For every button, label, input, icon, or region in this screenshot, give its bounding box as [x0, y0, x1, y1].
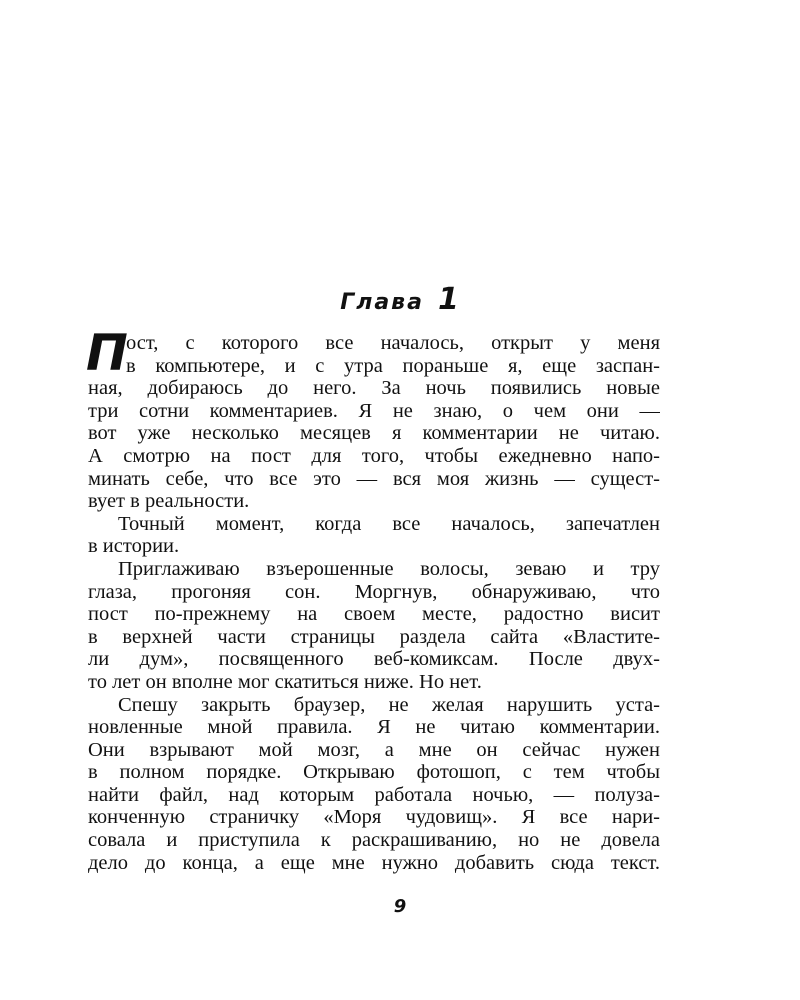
text-line: найти файл, над которым работала ночью, — полуза-: [88, 783, 660, 806]
drop-cap: П: [86, 324, 128, 382]
text-line: три сотни комментариев. Я не знаю, о чем они —: [88, 399, 660, 422]
text-line: минать себе, что все это — вся моя жизнь — сущест-: [88, 467, 660, 490]
text-line: новленные мной правила. Я не читаю комментарии.: [88, 716, 660, 739]
chapter-number: 1: [437, 282, 460, 317]
text-line: совала и приступила к раскрашиванию, но не довела: [88, 829, 660, 852]
text-line: конченную страничку «Моря чудовищ». Я все нари-: [88, 806, 660, 829]
text-line: ост, с которого все началось, открыт у меня: [126, 332, 660, 354]
text-line: ная, добираюсь до него. За ночь появились новые: [88, 377, 660, 400]
text-line: Они взрывают мой мозг, а мне он сейчас нужен: [88, 738, 660, 761]
text-line: глаза, прогоняя сон. Моргнув, обнаруживаю, что: [88, 580, 660, 603]
text-line: вует в реальности.: [88, 490, 250, 513]
text-line: в истории.: [88, 535, 180, 558]
page-number: 9: [393, 896, 407, 917]
text-line: А смотрю на пост для того, чтобы ежедневно напо-: [88, 444, 660, 467]
text-line: дело до конца, а еще мне нужно добавить сюда текст.: [88, 851, 660, 874]
text-line: вот уже несколько месяцев я комментарии не читаю.: [88, 422, 660, 445]
text-line: то лет он вполне мог скатиться ниже. Но нет.: [88, 670, 482, 693]
chapter-title: [0, 282, 800, 317]
chapter-word: Глава: [340, 290, 424, 315]
text-line: ли дум», посвященного веб-комиксам. После двух-: [88, 648, 660, 671]
text-line: Приглаживаю взъерошенные волосы, зеваю и тру: [118, 557, 660, 580]
body-text: [86, 324, 660, 874]
text-line: пост по-прежнему на своем месте, радостно висит: [88, 603, 660, 626]
text-line: Спешу закрыть браузер, не желая нарушить уста-: [118, 693, 660, 716]
text-line: в компьютере, и с утра пораньше я, еще заспан-: [126, 354, 660, 377]
text-line: в верхней части страницы раздела сайта «Властите-: [88, 625, 660, 648]
text-line: в полном порядке. Открываю фотошоп, с тем чтобы: [88, 761, 660, 784]
text-line: Точный момент, когда все началось, запечатлен: [118, 512, 660, 535]
